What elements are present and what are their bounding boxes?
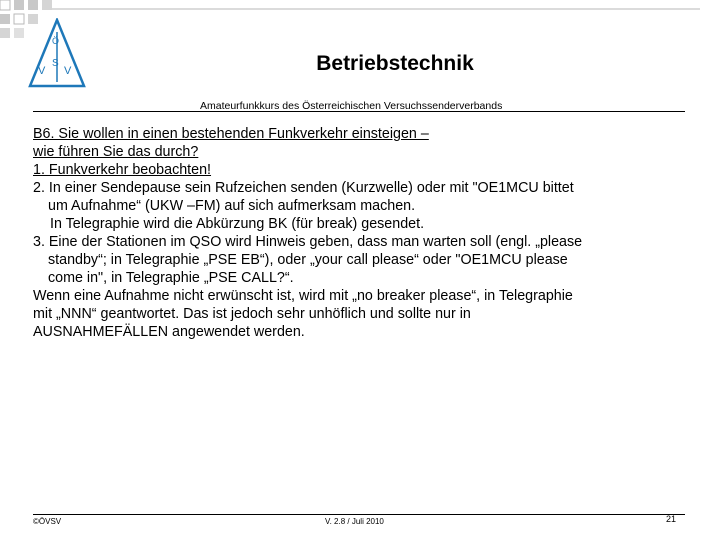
footer-version: V. 2.8 / Juli 2010	[325, 517, 384, 526]
question-line: B6. Sie wollen in einen bestehenden Funkverkehr einsteigen –	[33, 126, 429, 142]
step-3-line: standby“; in Telegraphie „PSE EB“), oder „your call please“ oder "OE1MCU please	[48, 252, 568, 268]
page-subtitle: Amateurfunkkurs des Österreichischen Versuchssenderverbands	[200, 100, 503, 112]
logo-letter: S	[52, 58, 59, 69]
step-3-line: 3. Eine der Stationen im QSO wird Hinweis geben, dass man warten soll (engl. „please	[33, 234, 583, 250]
logo-letter: V	[64, 65, 72, 77]
slide-content	[33, 125, 683, 341]
page-number: 21	[666, 514, 677, 524]
note-line: Wenn eine Aufnahme nicht erwünscht ist, wird mit „no breaker please“, in Telegraphie	[33, 288, 573, 304]
page-title	[0, 52, 720, 76]
footer-divider	[33, 514, 685, 515]
telegraphie-note: In Telegraphie wird die Abkürzung BK (für break) gesendet.	[50, 216, 425, 232]
note-line: mit „NNN“ geantwortet. Das ist jedoch sehr unhöflich und sollte nur in	[33, 306, 471, 322]
footer-copyright: ©ÖVSV	[33, 517, 62, 526]
step-3-line: come in", in Telegraphie „PSE CALL?“.	[48, 270, 294, 286]
question-line: wie führen Sie das durch?	[33, 144, 199, 160]
logo-letter: V	[38, 65, 46, 77]
step-2-line: 2. In einer Sendepause sein Rufzeichen senden (Kurzwelle) oder mit "OE1MCU bittet	[33, 180, 574, 196]
decorative-squares	[0, 0, 720, 40]
page-title-text: Betriebstechnik	[316, 52, 474, 75]
step-2-line: um Aufnahme“ (UKW –FM) auf sich aufmerksam machen.	[48, 198, 416, 214]
note-line: AUSNAHMEFÄLLEN angewendet werden.	[33, 324, 305, 340]
step-1: 1. Funkverkehr beobachten!	[33, 162, 212, 178]
header-divider	[33, 111, 685, 112]
logo-letter: Ö	[52, 36, 60, 46]
